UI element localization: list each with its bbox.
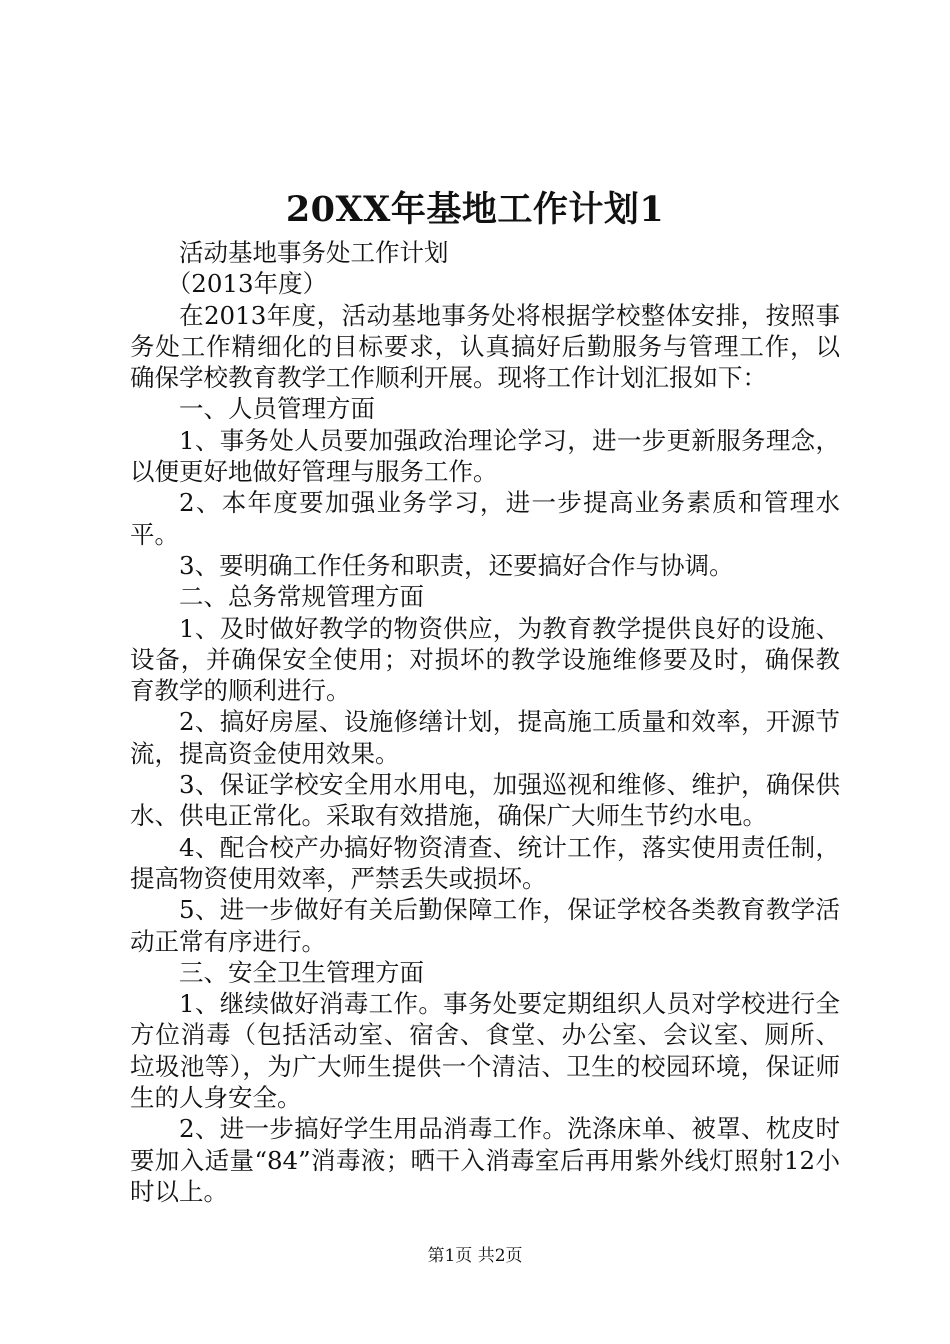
paragraph-general-5: 5、进一步做好有关后勤保障工作，保证学校各类教育教学活动正常有序进行。 xyxy=(130,895,840,956)
paragraph-intro: 在2013年度，活动基地事务处将根据学校整体安排，按照事务处工作精细化的目标要求，认真搞好后勤服务与管理工作，以确保学校教育教学工作顺利开展。现将工作计划汇报如下： xyxy=(130,300,840,393)
paragraph-personnel-1: 1、事务处人员要加强政治理论学习，进一步更新服务理念，以便更好地做好管理与服务工作。 xyxy=(130,425,840,487)
paragraph-general-1: 1、及时做好教学的物资供应，为教育教学提供良好的设施、设备，并确保安全使用；对损坏的教学设施维修要及时，确保教育教学的顺利进行。 xyxy=(130,613,840,706)
paragraph-general-4: 4、配合校产办搞好物资清查、统计工作，落实使用责任制，提高物资使用效率，严禁丢失或损坏。 xyxy=(130,832,840,893)
paragraph-subtitle: 活动基地事务处工作计划 xyxy=(179,238,449,267)
paragraph-general-3: 3、保证学校安全用水用电，加强巡视和维修、维护，确保供水、供电正常化。采取有效措施，确保广大师生节约水电。 xyxy=(130,770,840,831)
paragraph-personnel-3: 3、要明确工作任务和职责，还要搞好合作与协调。 xyxy=(179,550,734,580)
paragraph-personnel-2: 2、本年度要加强业务学习，进一步提高业务素质和管理水平。 xyxy=(130,488,840,549)
section-heading-safety-hygiene: 三、安全卫生管理方面 xyxy=(179,957,424,987)
document-body xyxy=(130,237,840,1207)
paragraph-general-2: 2、搞好房屋、设施修缮计划，提高施工质量和效率，开源节流，提高资金使用效果。 xyxy=(130,707,840,768)
paragraph-safety-2: 2、进一步搞好学生用品消毒工作。洗涤床单、被罩、枕皮时要加入适量“84”消毒液；晒干入消毒室后再用紫外线灯照射12小时以上。 xyxy=(130,1114,840,1206)
paragraph-year: （2013年度） xyxy=(166,269,328,299)
document-title: 20XX年基地工作计划1 xyxy=(285,189,665,230)
section-heading-general-affairs: 二、总务常规管理方面 xyxy=(179,582,424,612)
section-heading-personnel: 一、人员管理方面 xyxy=(179,394,375,424)
paragraph-safety-1: 1、继续做好消毒工作。事务处要定期组织人员对学校进行全方位消毒（包括活动室、宿舍、食堂、办公室、会议室、厕所、垃圾池等），为广大师生提供一个清洁、卫生的校园环境，保证师生的人身安全。 xyxy=(130,989,840,1113)
page-footer: 第1页 共2页 xyxy=(427,1246,523,1266)
